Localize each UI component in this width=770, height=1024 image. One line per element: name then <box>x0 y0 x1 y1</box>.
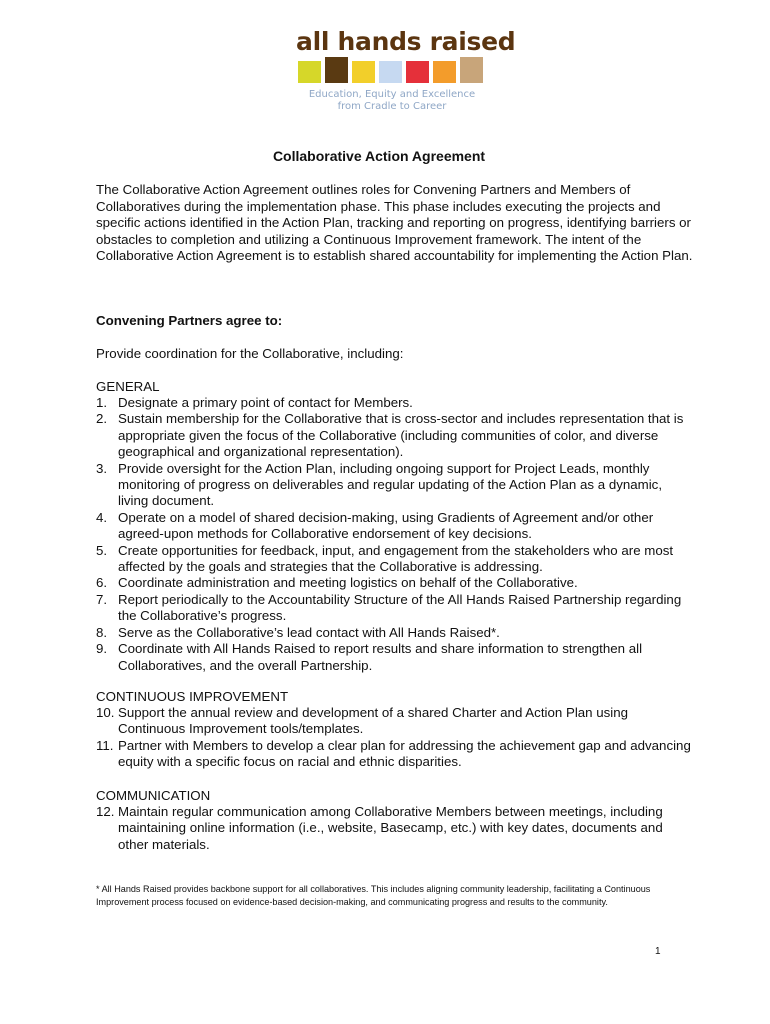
logo-swatch <box>379 61 402 83</box>
continuous-improvement-list <box>96 705 696 771</box>
list-item <box>96 543 696 576</box>
list-item <box>96 592 696 625</box>
item-text: Designate a primary point of contact for Members. <box>118 395 413 410</box>
item-number: 12. <box>96 804 115 819</box>
communication-list <box>96 804 696 853</box>
list-item <box>96 461 696 510</box>
page-number: 1 <box>655 946 661 957</box>
logo-tagline <box>296 89 488 113</box>
logo-swatch <box>325 57 348 83</box>
logo-swatch <box>406 61 429 83</box>
item-text: Coordinate administration and meeting logistics on behalf of the Collaborative. <box>118 575 578 591</box>
section-heading-general: GENERAL <box>96 379 160 394</box>
item-number: 7. <box>96 591 108 607</box>
item-text: Serve as the Collaborative’s lead contact with All Hands Raised*. <box>118 624 500 640</box>
section-heading-continuous-improvement: CONTINUOUS IMPROVEMENT <box>96 689 289 704</box>
logo-wordmark: all hands raised <box>296 27 516 56</box>
item-number: 8. <box>96 624 108 640</box>
item-text: Sustain membership for the Collaborative that is cross-sector and includes representation that is appropriate given the focus of the Collaborative (including communities of color, and diverse geographical and organizational representation). <box>118 411 684 460</box>
item-text: Create opportunities for feedback, input, and engagement from the stakeholders who are most affected by the goals and strategies that the Collaborative is addressing. <box>118 542 674 575</box>
item-text: Coordinate with All Hands Raised to report results and share information to strengthen all Collaboratives, and the overall Partnership. <box>118 641 643 673</box>
list-item <box>96 705 696 738</box>
item-number: 6. <box>96 575 108 591</box>
list-item <box>96 510 696 543</box>
section-heading-communication: COMMUNICATION <box>96 788 211 803</box>
item-text: Report periodically to the Accountability Structure of the All Hands Raised Partnership regarding the Collaborative’s progress. <box>118 591 682 624</box>
list-item <box>96 395 696 411</box>
list-item <box>96 411 696 460</box>
logo-tagline-line: from Cradle to Career <box>337 101 447 112</box>
coordination-intro: Provide coordination for the Collaborative, including: <box>96 346 404 361</box>
item-text: Operate on a model of shared decision-making, using Gradients of Agreement and/or other agreed-upon methods for Collaborative endorsement of key decisions. <box>118 509 654 542</box>
intro-paragraph: The Collaborative Action Agreement outlines roles for Convening Partners and Members of Collaboratives during the implementation phase. This phase includes executing the projects and specific actions identified in the Action Plan, tracking and reporting on progress, identifying barriers or obstacles to completion and utilizing a Continuous Improvement framework. The intent of the Collaborative Action Agreement is to establish shared accountability for implementing the Action Plan. <box>96 182 693 264</box>
logo-swatch <box>298 61 321 83</box>
list-item <box>96 575 696 591</box>
document-title: Collaborative Action Agreement <box>272 148 486 164</box>
item-text: Provide oversight for the Action Plan, including ongoing support for Project Leads, monthly monitoring of progress on deliverables and regular updating of the Action Plan as a dynamic, living document. <box>118 460 663 509</box>
convening-partners-heading: Convening Partners agree to: <box>96 313 283 328</box>
logo-tagline-line: Education, Equity and Excellence <box>308 89 476 100</box>
item-number: 9. <box>96 641 108 657</box>
item-number: 2. <box>96 411 108 427</box>
general-list <box>96 395 696 674</box>
item-number: 3. <box>96 460 108 476</box>
item-text: Support the annual review and development of a shared Charter and Action Plan using Continuous Improvement tools/templates. <box>118 705 629 737</box>
logo-swatch <box>433 61 456 83</box>
item-number: 4. <box>96 509 108 525</box>
item-number: 1. <box>96 395 108 410</box>
logo-swatch <box>352 61 375 83</box>
list-item <box>96 804 696 853</box>
list-item <box>96 641 696 674</box>
list-item <box>96 625 696 641</box>
item-number: 11. <box>96 737 114 753</box>
footnote: * All Hands Raised provides backbone support for all collaboratives. This includes aligning community leadership, facilitating a Continuous Improvement process focused on evidence-based decision-making, and communicating progress and results to the community. <box>96 884 651 907</box>
item-number: 10. <box>96 705 115 720</box>
item-text: Maintain regular communication among Collaborative Members between meetings, including maintaining online information (i.e., website, Basecamp, etc.) with key dates, documents and other materials. <box>118 804 663 852</box>
item-number: 5. <box>96 542 108 558</box>
logo-swatch <box>460 57 483 83</box>
item-text: Partner with Members to develop a clear plan for addressing the achievement gap and advancing equity with a specific focus on racial and ethnic disparities. <box>118 737 691 770</box>
list-item <box>96 738 696 771</box>
logo <box>296 27 516 118</box>
logo-color-swatches <box>298 61 488 87</box>
